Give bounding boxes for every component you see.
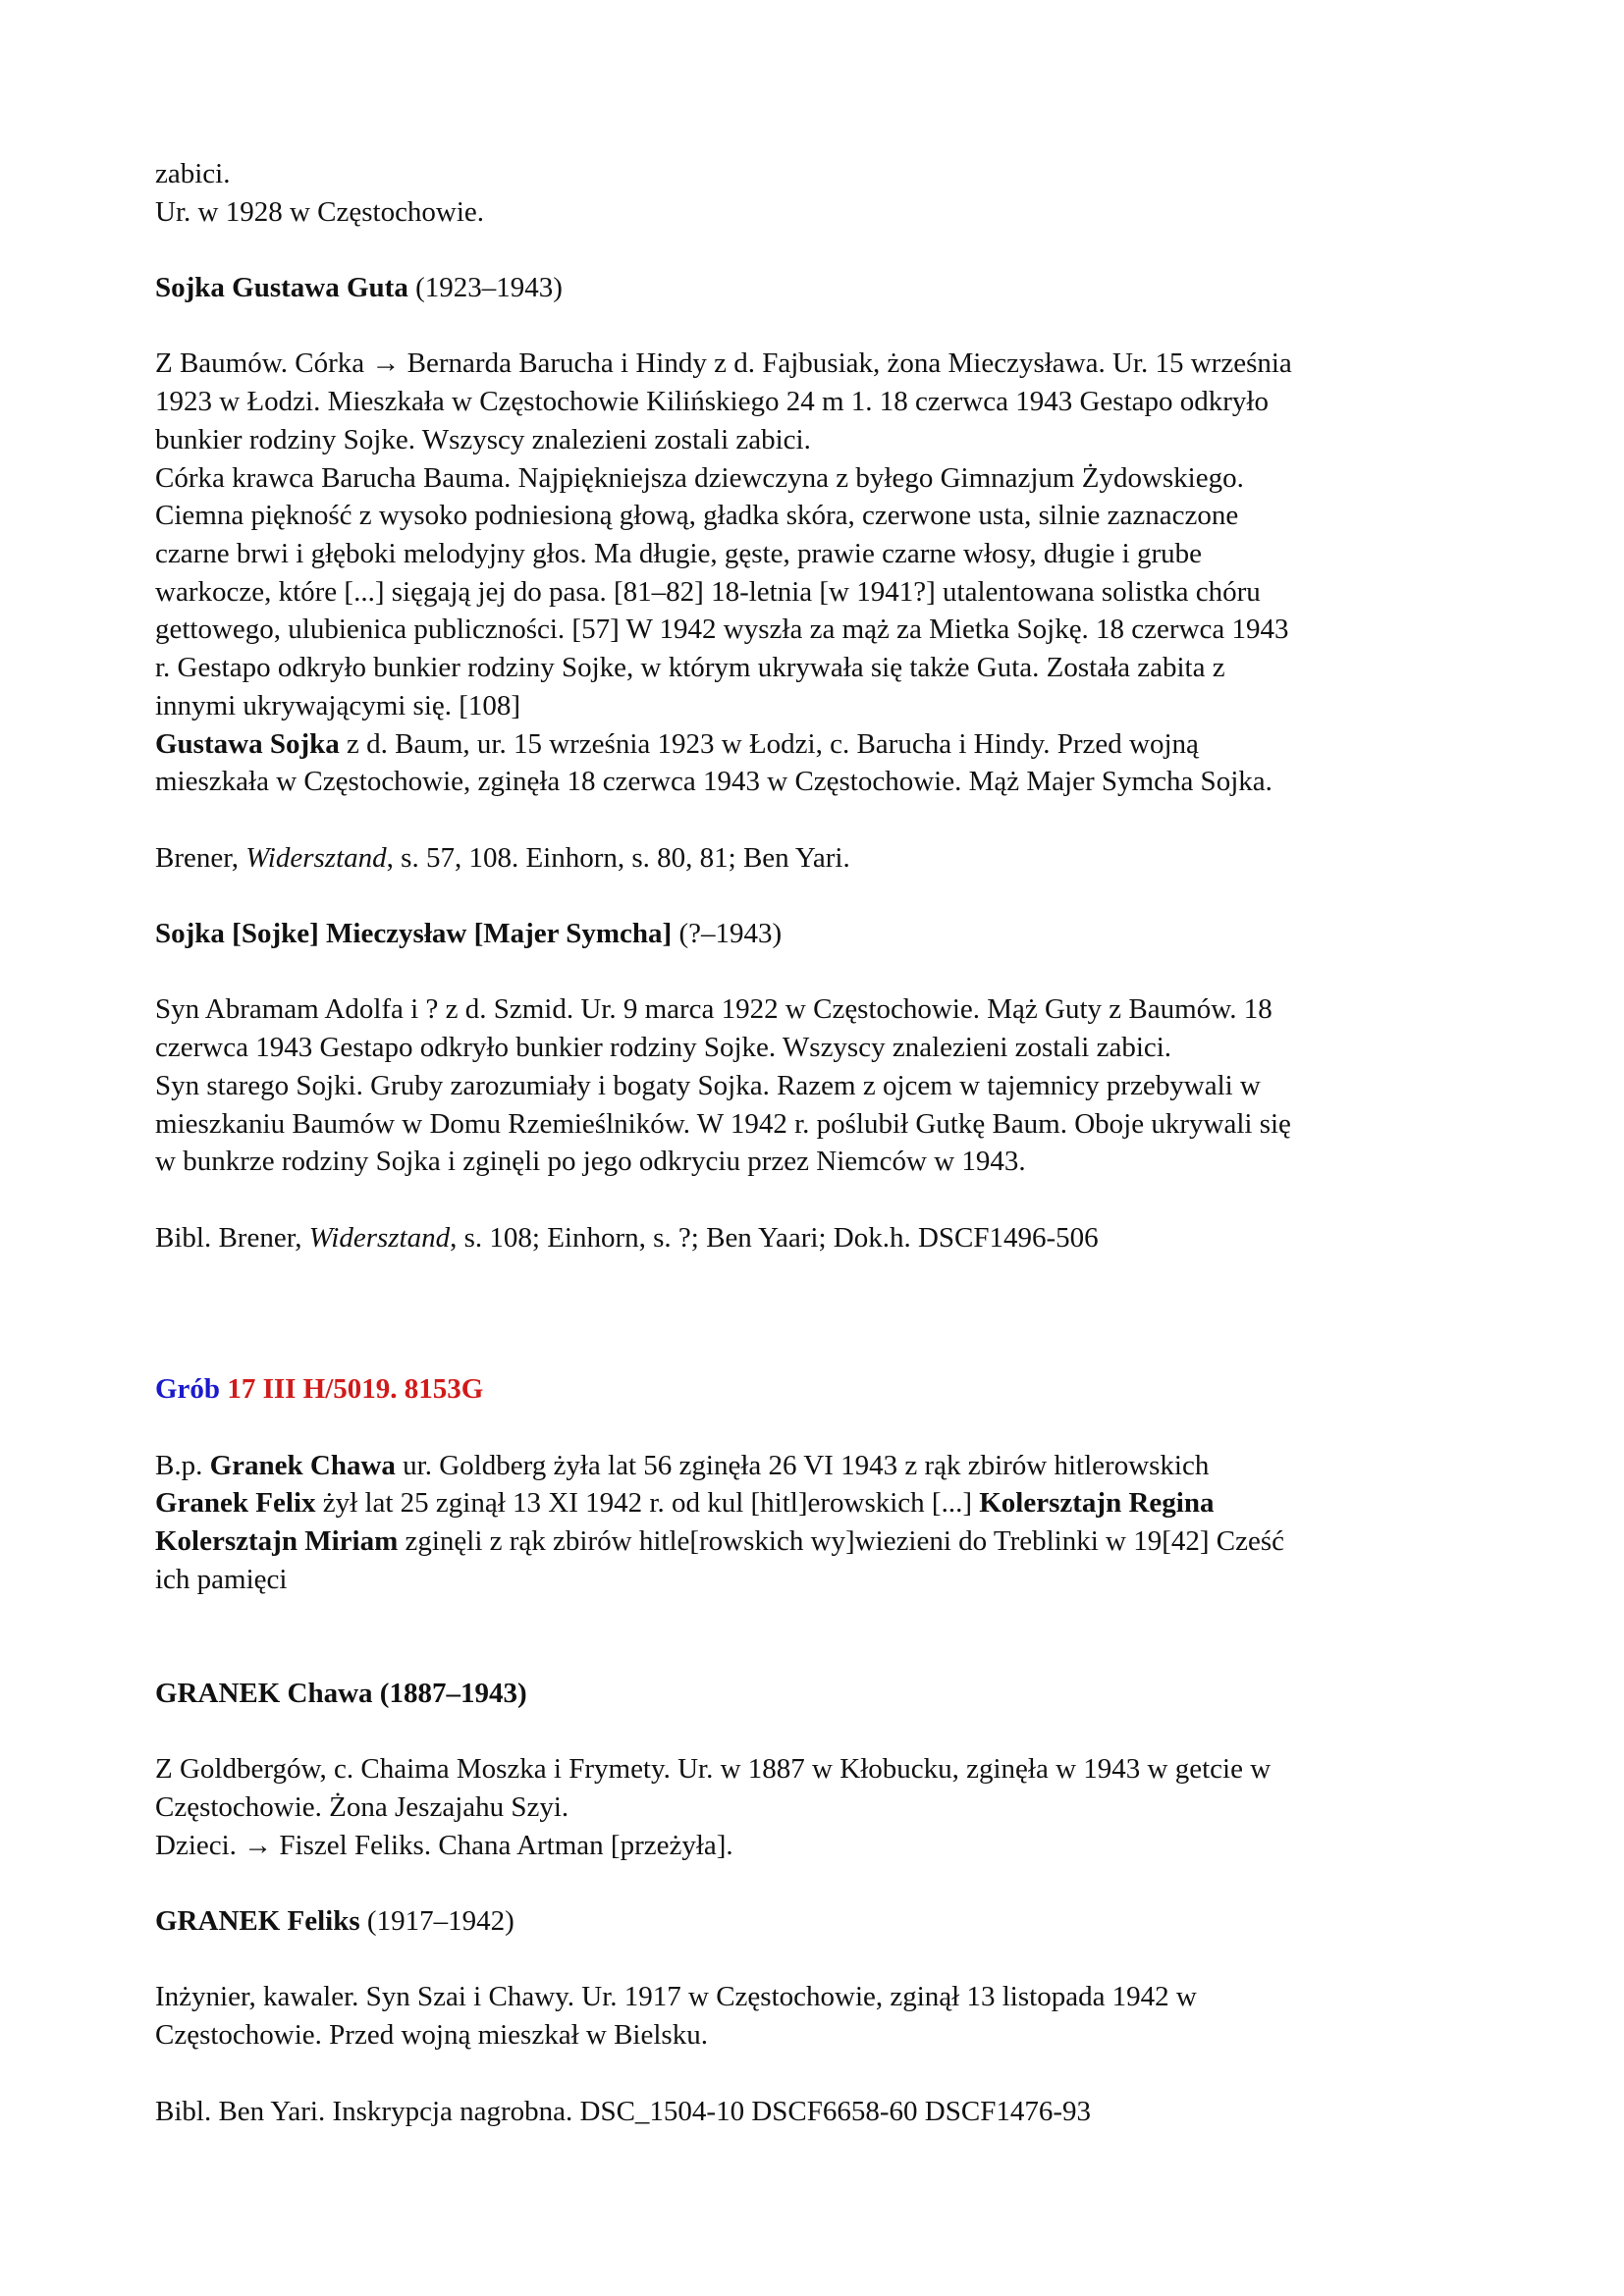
record-name: Gustawa Sojka xyxy=(155,727,340,760)
text-line: warkocze, które [...] sięgają jej do pasa. [81–82] 18-letnia [w 1941?] utalentowana solistka chóru xyxy=(155,575,1261,608)
document-page xyxy=(155,155,1481,2130)
text-line: Z Baumów. Córka → Bernarda Barucha i Hindy z d. Fajbusiak, żona Mieczysława. Ur. 15 września xyxy=(155,347,1292,380)
bibliography-mieczyslaw: Bibl. Brener, Widersztand, s. 108; Einhorn, s. ?; Ben Yaari; Dok.h. DSCF1496-506 xyxy=(155,1221,1099,1254)
text-line: B.p. Granek Chawa ur. Goldberg żyła lat 56 zginęła 26 VI 1943 z rąk zbirów hitlerowskich xyxy=(155,1449,1210,1481)
text-line: Córka krawca Barucha Bauma. Najpiękniejsza dziewczyna z byłego Gimnazjum Żydowskiego. xyxy=(155,461,1244,494)
text-line: Kolersztajn Miriam zginęli z rąk zbirów hitle[rowskich wy]wiezieni do Treblinki w 19[42] Cześć xyxy=(155,1525,1285,1558)
bibliography-feliks: Bibl. Ben Yari. Inskrypcja nagrobna. DSC_1504-10 DSCF6658-60 DSCF1476-93 xyxy=(155,2095,1091,2127)
text-line: mieszkaniu Baumów w Domu Rzemieślników. W 1942 r. poślubił Gutkę Baum. Oboje ukrywali się xyxy=(155,1107,1291,1140)
grave-heading xyxy=(155,1370,1481,1409)
entry-heading-gustawa xyxy=(155,269,1481,307)
entry-name: GRANEK Feliks xyxy=(155,1905,360,1938)
entry-name: Sojka [Sojke] Mieczysław [Majer Symcha] xyxy=(155,918,673,949)
text-line: bunkier rodziny Sojke. Wszyscy znalezieni zostali zabici. xyxy=(155,423,811,455)
text-line: r. Gestapo odkryło bunkier rodziny Sojke, w którym ukrywała się także Guta. Została zabita z xyxy=(155,652,1225,684)
text-line: zabici. xyxy=(155,158,231,189)
entry-name: Sojka Gustawa Guta xyxy=(155,272,408,304)
text-line: Ur. w 1928 w Częstochowie. xyxy=(155,195,485,228)
text-line: Gustawa Sojka z d. Baum, ur. 15 września 1923 w Łodzi, c. Barucha i Hindy. Przed wojną xyxy=(155,727,1199,760)
bibliography-gustawa: Brener, Widersztand, s. 57, 108. Einhorn, s. 80, 81; Ben Yari. xyxy=(155,841,850,874)
entry-heading-chawa: GRANEK Chawa (1887–1943) xyxy=(155,1677,527,1709)
grave-inscription xyxy=(155,1447,1481,1599)
entry-heading-feliks xyxy=(155,1902,1481,1941)
entry-heading-mieczyslaw xyxy=(155,915,1481,953)
entry-dates: (1923–1943) xyxy=(407,272,563,304)
text-line: Częstochowie. Przed wojną mieszkał w Bielsku. xyxy=(155,2019,708,2052)
grave-label: Grób xyxy=(155,1373,221,1406)
entry-dates: (?–1943) xyxy=(672,918,783,949)
text-line: Częstochowie. Żona Jeszajahu Szyi. xyxy=(155,1790,569,1823)
text-line: Syn Abramam Adolfa i ? z d. Szmid. Ur. 9 marca 1922 w Częstochowie. Mąż Guty z Baumów. 18 xyxy=(155,993,1272,1026)
text-line: Dzieci. → Fiszel Feliks. Chana Artman [przeżyła]. xyxy=(155,1829,733,1861)
previous-entry-tail xyxy=(155,155,1481,231)
entry-bio-chawa xyxy=(155,1750,1481,1864)
text-line: Inżynier, kawaler. Syn Szai i Chawy. Ur. 1917 w Częstochowie, zginął 13 listopada 1942 w xyxy=(155,1981,1197,2013)
text-line: Z Goldbergów, c. Chaima Moszka i Frymety. Ur. w 1887 w Kłobucku, zginęła w 1943 w getcie w xyxy=(155,1753,1272,1786)
grave-number: 17 III H/5019. 8153G xyxy=(220,1373,484,1406)
text-line: ich pamięci xyxy=(155,1563,288,1595)
text-line: Syn starego Sojki. Gruby zarozumiały i bogaty Sojka. Razem z ojcem w tajemnicy przebywali w xyxy=(155,1069,1261,1101)
text-line: mieszkała w Częstochowie, zginęła 18 czerwca 1943 w Częstochowie. Mąż Majer Symcha Sojka. xyxy=(155,766,1272,798)
entry-bio-feliks xyxy=(155,1978,1481,2054)
text-line: czerwca 1943 Gestapo odkryło bunkier rodziny Sojke. Wszyscy znalezieni zostali zabici. xyxy=(155,1032,1172,1064)
text-line: 1923 w Łodzi. Mieszkała w Częstochowie Kilińskiego 24 m 1. 18 czerwca 1943 Gestapo odkryło xyxy=(155,386,1269,418)
text-line: gettowego, ulubienica publiczności. [57] W 1942 wyszła za mąż za Mietka Sojkę. 18 czerwca 1943 xyxy=(155,614,1289,646)
text-line: czarne brwi i głęboki melodyjny głos. Ma długie, gęste, prawie czarne włosy, długie i grube xyxy=(155,538,1202,569)
text-line: Ciemna piękność z wysoko podniesioną głową, gładka skóra, czerwone usta, silnie zaznaczone xyxy=(155,500,1239,532)
text-line: w bunkrze rodziny Sojka i zginęli po jego odkryciu przez Niemców w 1943. xyxy=(155,1146,1026,1178)
entry-bio-gustawa xyxy=(155,345,1481,800)
entry-dates: (1917–1942) xyxy=(359,1905,514,1938)
text-line: Granek Felix żył lat 25 zginął 13 XI 1942 r. od kul [hitl]erowskich [...] Kolersztajn Regina xyxy=(155,1487,1215,1520)
text-line: innymi ukrywającymi się. [108] xyxy=(155,689,521,721)
entry-bio-mieczyslaw xyxy=(155,990,1481,1181)
